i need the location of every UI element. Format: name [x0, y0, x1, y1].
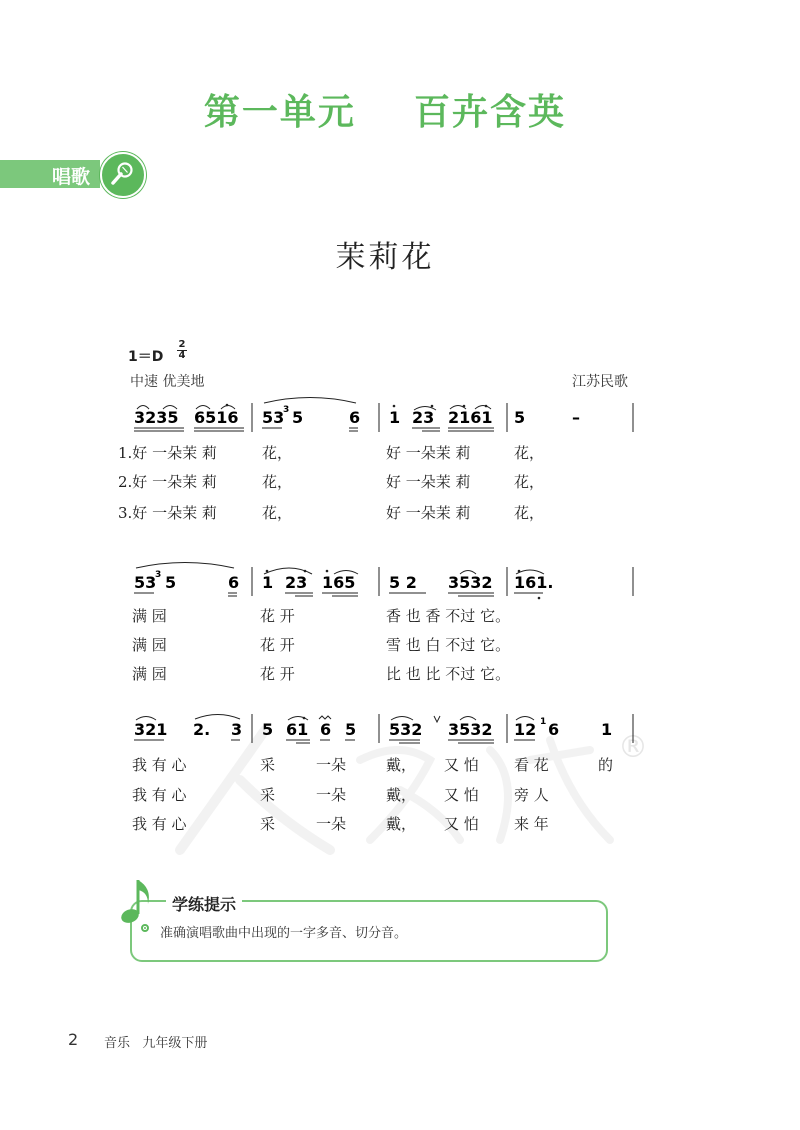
lyric-line: 戴， — [386, 756, 417, 774]
octave-dot — [431, 405, 434, 408]
note-group: 1 — [601, 720, 613, 739]
lyric-line: 又 怕 — [444, 786, 479, 804]
trill-mark — [319, 716, 331, 719]
note-group: 12 — [514, 720, 537, 739]
note-group: 321 — [134, 720, 168, 739]
lyric-verse-2-phrase-3: 好 一朵茉 莉 — [386, 473, 471, 491]
octave-dot — [326, 570, 329, 573]
grace-note: 3 — [283, 405, 290, 415]
lyric-verse-3-phrase-3: 好 一朵茉 莉 — [386, 504, 471, 522]
note-group: 5 — [345, 720, 357, 739]
lyric-line: 的 — [598, 756, 614, 774]
note-group: 6516 — [194, 408, 239, 427]
music-note-icon — [118, 876, 158, 926]
note-group: 1 — [262, 573, 274, 592]
song-origin: 江苏民歌 — [572, 374, 628, 390]
grace-note: 1 — [540, 717, 547, 727]
lyric-line: 戴， — [386, 815, 417, 833]
lyric-verse-3-phrase-1: 3.好 一朵茉 莉 — [118, 504, 217, 522]
note-group: 53 — [134, 573, 157, 592]
lyric-verse-3-phrase-4: 花， — [514, 504, 545, 522]
note-group: 165 — [322, 573, 356, 592]
slur — [264, 398, 356, 404]
registered-mark: ® — [618, 730, 648, 765]
lyric-verse-2-phrase-2: 花， — [262, 473, 293, 491]
book-name: 音乐 九年级下册 — [104, 1036, 208, 1051]
slur — [136, 563, 234, 569]
note-group: 3532 — [448, 720, 493, 739]
unit-title: 第一单元 百卉含英 — [203, 92, 567, 133]
score-system-3 — [134, 714, 633, 743]
score-system-2 — [134, 563, 633, 600]
page-number: 2 — [68, 1030, 79, 1049]
note-group: – — [572, 408, 580, 427]
lyric-line: 比 也 比 不过 它。 — [386, 665, 511, 683]
slur — [195, 715, 240, 720]
lyric-line: 我 有 心 — [132, 815, 187, 833]
lyric-line: 采 — [260, 756, 276, 774]
note-group: 5 2 — [389, 573, 417, 592]
note-group: 23 — [285, 573, 308, 592]
lyric-line: 满 园 — [132, 665, 167, 683]
breath-mark — [434, 716, 440, 722]
note-group: 5 — [514, 408, 526, 427]
practice-tips-title: 学练提示 — [166, 892, 242, 915]
note-group: 5 — [165, 573, 177, 592]
lyric-line: 花 开 — [260, 636, 295, 654]
lyric-line: 来 年 — [514, 815, 549, 833]
lyric-line: 看 花 — [514, 756, 549, 774]
lyric-line: 满 园 — [132, 607, 167, 625]
lyric-verse-3-phrase-2: 花， — [262, 504, 293, 522]
score-system-1 — [134, 398, 633, 433]
lyric-line: 花 开 — [260, 607, 295, 625]
song-title: 茉莉花 — [335, 240, 435, 275]
lyric-line: 我 有 心 — [132, 756, 187, 774]
lyric-line: 采 — [260, 815, 276, 833]
time-signature-bottom: 4 — [178, 350, 186, 361]
lyric-line: 又 怕 — [444, 756, 479, 774]
note-group: 23 — [412, 408, 435, 427]
note-group: 161. — [514, 573, 554, 592]
lyric-verse-1-phrase-3: 好 一朵茉 莉 — [386, 444, 471, 462]
lyric-verse-1-phrase-4: 花， — [514, 444, 545, 462]
grace-note: 3 — [155, 570, 162, 580]
lyric-line: 旁 人 — [514, 786, 549, 804]
note-group: 6 — [320, 720, 332, 739]
lyric-line: 采 — [260, 786, 276, 804]
note-group: 1 — [389, 408, 401, 427]
lyric-line: 花 开 — [260, 665, 295, 683]
lyric-verse-2-phrase-1: 2.好 一朵茉 莉 — [118, 473, 217, 491]
lyric-verse-1-phrase-1: 1.好 一朵茉 莉 — [118, 444, 217, 462]
note-group: 6 — [548, 720, 560, 739]
lyric-line: 戴， — [386, 786, 417, 804]
tempo-marking: 中速 优美地 — [130, 374, 205, 390]
note-group: 6 — [349, 408, 361, 427]
lyric-line: 雪 也 白 不过 它。 — [386, 636, 511, 654]
note-group: 3 — [231, 720, 243, 739]
lyric-verse-1-phrase-2: 花， — [262, 444, 293, 462]
section-label: 唱歌 — [52, 166, 91, 188]
lyric-line: 我 有 心 — [132, 786, 187, 804]
lyric-line: 满 园 — [132, 636, 167, 654]
octave-dot — [538, 597, 541, 600]
octave-dot — [393, 405, 396, 408]
note-group: 3235 — [134, 408, 179, 427]
note-group: 2161 — [448, 408, 493, 427]
lyric-line: 一朵 — [316, 786, 347, 804]
key-signature: 1＝D — [128, 349, 164, 365]
note-group: 6 — [228, 573, 240, 592]
note-group: 5 — [262, 720, 274, 739]
lyric-line: 一朵 — [316, 756, 347, 774]
note-group: 3532 — [448, 573, 493, 592]
note-group: 5 — [292, 408, 304, 427]
lyric-line: 又 怕 — [444, 815, 479, 833]
lyric-line: 香 也 香 不过 它。 — [386, 607, 511, 625]
bullet-icon — [141, 924, 149, 932]
note-group: 532 — [389, 720, 423, 739]
note-group: 61 — [286, 720, 309, 739]
octave-dot — [226, 404, 229, 407]
practice-tips-text: 准确演唱歌曲中出现的一字多音、切分音。 — [160, 926, 408, 941]
note-group: 53 — [262, 408, 285, 427]
lyric-line: 一朵 — [316, 815, 347, 833]
time-signature-top: 2 — [178, 339, 186, 350]
note-group: 2. — [193, 720, 211, 739]
lyric-verse-2-phrase-4: 花， — [514, 473, 545, 491]
